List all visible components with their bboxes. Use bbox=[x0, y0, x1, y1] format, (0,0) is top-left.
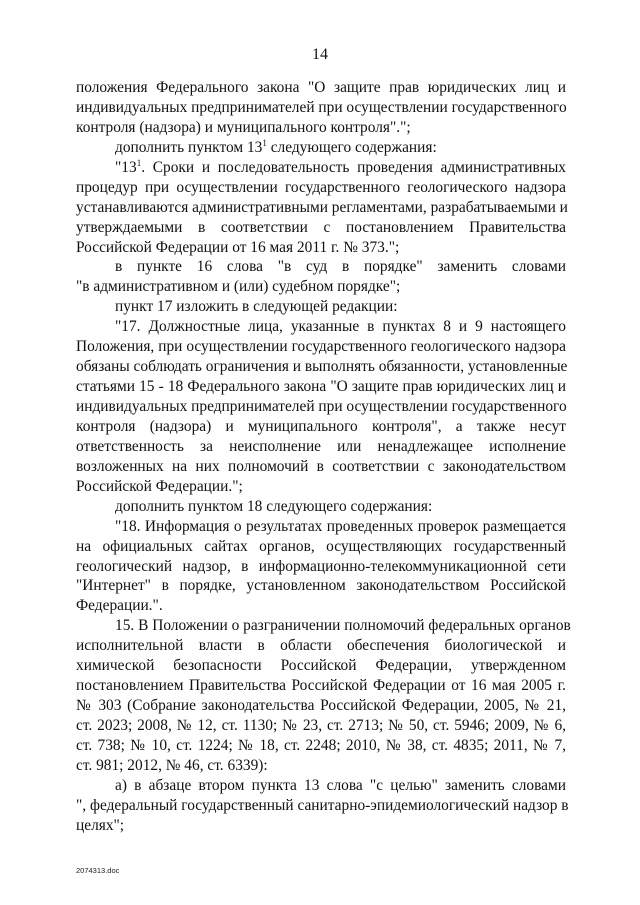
text-line bbox=[76, 596, 566, 616]
line-text: исполнительной власти в области обеспечения биологической и bbox=[76, 637, 566, 655]
text-line bbox=[76, 297, 566, 317]
line-text: дополнить пунктом 13 bbox=[115, 138, 263, 156]
text-line bbox=[76, 537, 566, 557]
superscript: 1 bbox=[136, 157, 142, 168]
line-text: постановлением Правительства Российской Федерации от 16 мая 2005 г. bbox=[76, 677, 566, 695]
line-text: дополнить пунктом 18 следующего содержания: bbox=[115, 497, 433, 515]
line-text: индивидуальных предпринимателей при осуществлении государственного bbox=[76, 398, 567, 415]
text-line bbox=[76, 357, 566, 377]
text-line bbox=[76, 417, 566, 437]
line-text: "17. Должностные лица, указанные в пунктах 8 и 9 настоящего bbox=[115, 318, 566, 336]
text-line bbox=[76, 816, 566, 836]
text-line bbox=[76, 676, 566, 696]
text-line bbox=[76, 776, 566, 796]
line-text-after: . Сроки и последовательность проведения административных bbox=[141, 158, 566, 176]
line-text: а) в абзаце втором пункта 13 слова "с целью" заменить словами bbox=[115, 776, 566, 794]
line-text: ст. 981; 2012, № 46, ст. 6339): bbox=[76, 756, 268, 774]
text-line bbox=[76, 616, 571, 636]
text-line bbox=[76, 218, 566, 238]
text-line bbox=[76, 736, 566, 756]
text-line bbox=[76, 158, 566, 178]
line-text: в пункте 16 слова "в суд в порядке" заменить словами bbox=[115, 258, 566, 276]
text-line bbox=[76, 397, 566, 417]
line-text-after: следующего содержания: bbox=[266, 138, 437, 156]
line-text: ст. 738; № 10, ст. 1224; № 18, ст. 2248; 2010, № 38, ст. 4835; 2011, № 7, bbox=[76, 736, 566, 754]
text-line bbox=[76, 78, 566, 98]
text-line bbox=[76, 138, 566, 158]
line-text: "Интернет" в порядке, установленном законодательством Российской bbox=[76, 577, 566, 595]
text-line bbox=[76, 696, 566, 716]
line-text: № 303 (Собрание законодательства Российской Федерации, 2005, № 21, bbox=[76, 697, 566, 715]
line-text: "в административном и (или) судебном порядке"; bbox=[76, 278, 401, 296]
text-line bbox=[76, 198, 566, 218]
line-text: статьями 15 - 18 Федерального закона "О защите прав юридических лиц и bbox=[76, 378, 566, 396]
line-text: Российской Федерации от 16 мая 2011 г. № 373."; bbox=[76, 238, 400, 256]
line-text: целях"; bbox=[76, 816, 125, 834]
text-line bbox=[76, 118, 566, 138]
line-text: утверждаемыми в соответствии с постановлением Правительства bbox=[76, 218, 566, 236]
file-name-footer: 2074313.doc bbox=[76, 866, 120, 875]
document-body bbox=[76, 78, 571, 836]
line-text: ст. 2023; 2008, № 12, ст. 1130; № 23, ст. 2713; № 50, ст. 5946; 2009, № 6, bbox=[76, 717, 566, 734]
line-text: "13 bbox=[115, 158, 137, 176]
text-line bbox=[76, 98, 566, 118]
text-line bbox=[76, 317, 566, 337]
text-line bbox=[76, 477, 566, 497]
text-line bbox=[76, 238, 566, 258]
text-line bbox=[76, 517, 566, 537]
line-text: контроля (надзора) и муниципального контроля", а также несут bbox=[76, 417, 566, 435]
line-text: Федерации.". bbox=[76, 597, 163, 615]
line-text: индивидуальных предпринимателей при осуществлении государственного bbox=[76, 98, 567, 116]
line-text: устанавливаются административными регламентами, разрабатываемыми и bbox=[76, 198, 568, 216]
line-text: возложенных на них полномочий в соответствии с законодательством bbox=[76, 457, 566, 475]
text-line bbox=[76, 337, 566, 357]
text-line bbox=[76, 636, 566, 656]
text-line bbox=[76, 716, 566, 736]
text-line bbox=[76, 178, 566, 198]
text-line bbox=[76, 377, 566, 397]
page-number: 14 bbox=[312, 46, 328, 63]
text-line bbox=[76, 257, 566, 277]
line-text: геологический надзор, в информационно-телекоммуникационной сети bbox=[76, 557, 566, 575]
line-text: химической безопасности Российской Федерации, утвержденном bbox=[76, 657, 566, 675]
line-text: 15. В Положении о разграничении полномочий федеральных органов bbox=[115, 617, 571, 635]
line-text: процедур при осуществлении государственного геологического надзора bbox=[76, 178, 566, 196]
line-text: Российской Федерации."; bbox=[76, 477, 243, 495]
line-text: ", федеральный государственный санитарно-эпидемиологический надзор в bbox=[76, 796, 569, 814]
line-text: ответственность за неисполнение или ненадлежащее исполнение bbox=[76, 437, 566, 455]
text-line bbox=[76, 656, 566, 676]
line-text: пункт 17 изложить в следующей редакции: bbox=[115, 298, 398, 316]
line-text: контроля (надзора) и муниципального контроля"."; bbox=[76, 118, 411, 136]
text-line bbox=[76, 437, 566, 457]
text-line bbox=[76, 796, 569, 816]
text-line bbox=[76, 756, 566, 776]
line-text: положения Федерального закона "О защите прав юридических лиц и bbox=[76, 79, 566, 96]
line-text: Положения, при осуществлении государственного геологического надзора bbox=[76, 338, 566, 356]
text-line bbox=[76, 576, 566, 596]
line-text: на официальных сайтах органов, осуществляющих государственный bbox=[76, 537, 566, 555]
line-text: обязаны соблюдать ограничения и выполнять обязанности, установленные bbox=[76, 358, 568, 376]
line-text: "18. Информация о результатах проведенных проверок размещается bbox=[115, 517, 566, 535]
superscript: 1 bbox=[262, 137, 267, 148]
text-line bbox=[76, 557, 566, 577]
text-line bbox=[76, 457, 566, 477]
text-line bbox=[76, 277, 566, 297]
text-line bbox=[76, 497, 566, 517]
